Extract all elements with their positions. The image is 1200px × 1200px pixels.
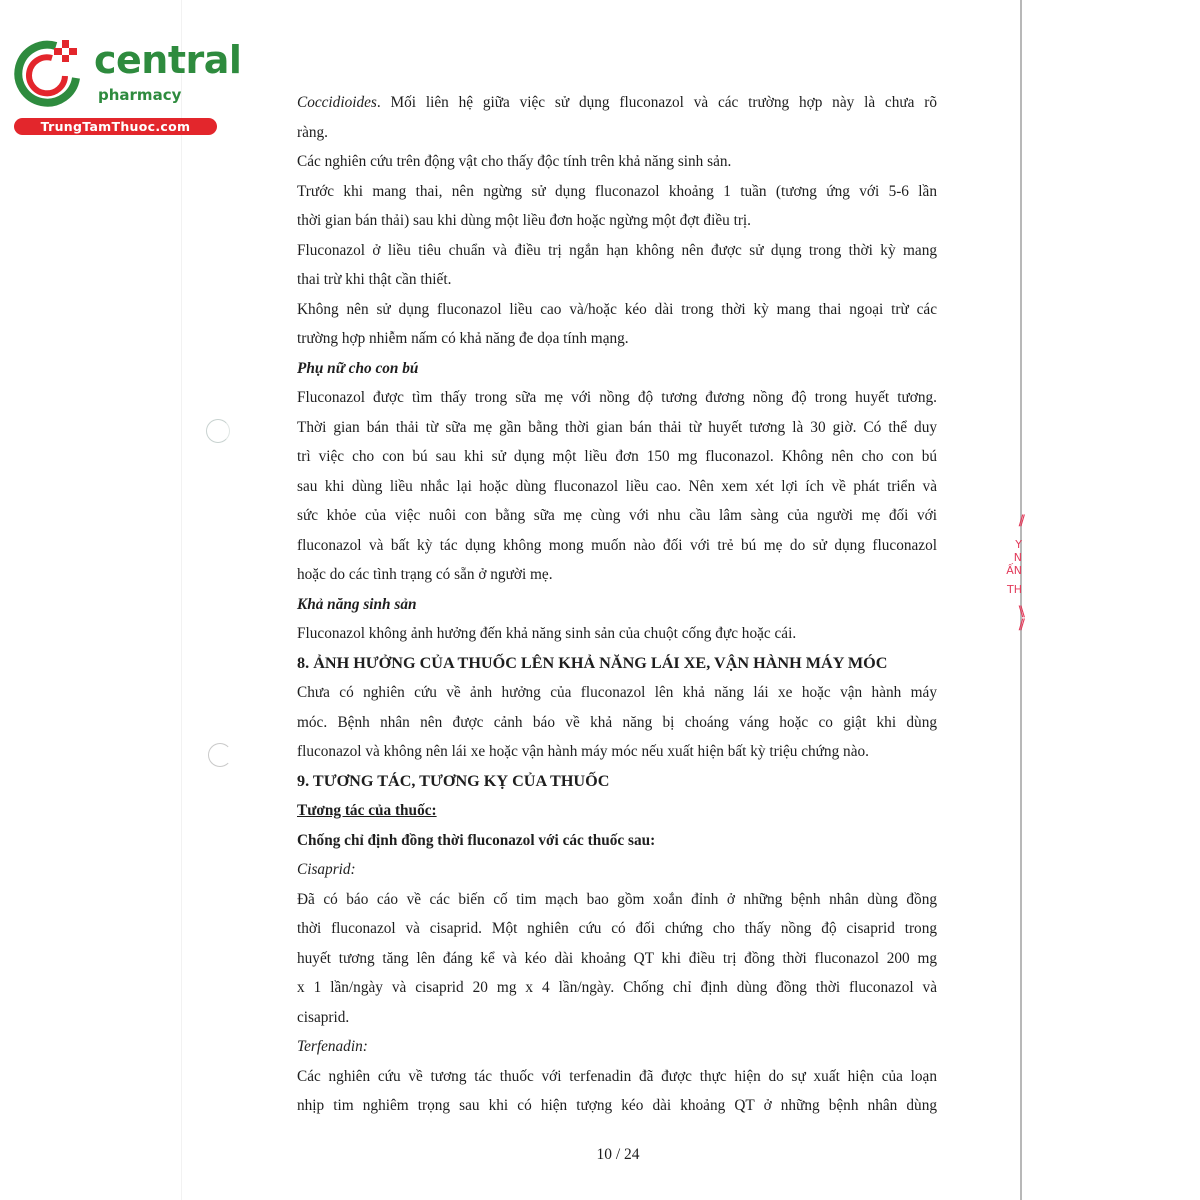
text-run: . Mối liên hệ giữa việc sử dụng fluconazol và các trường hợp này là chưa rõ	[376, 94, 937, 111]
subheading-underlined: nhịp tim nghiêm trọng sau khi có hiện tượng kéo dài khoảng QT ở những bệnh nhân dùng	[297, 1097, 937, 1114]
stamp-text: TH	[1007, 583, 1022, 596]
body-text-line: trường hợp nhiễm nấm có khả năng đe dọa tính mạng.	[297, 330, 629, 347]
stamp-text: N	[1013, 551, 1022, 564]
logo-sub-text: pharmacy	[98, 86, 182, 104]
drug-name-heading: Cisaprid:	[297, 861, 356, 878]
logo-website-badge: TrungTamThuoc.com	[14, 118, 217, 135]
document-body	[297, 88, 937, 1121]
punch-hole-bottom	[208, 743, 232, 767]
section-heading: 9. TƯƠNG TÁC, TƯƠNG KỴ CỦA THUỐC	[297, 771, 610, 790]
subheading-underlined: Không nên sử dụng fluconazol liều cao và/hoặc kéo dài trong thời kỳ mang thai ngoại trừ các	[297, 300, 937, 318]
body-text-line: ràng.	[297, 123, 329, 141]
body-text-line: hoặc do các tình trạng có sẵn ở người mẹ.	[297, 566, 553, 583]
stamp-text: Y	[1015, 538, 1022, 551]
body-text-line: fluconazol và không nên lái xe hoặc vận hành máy móc nếu xuất hiện bất kỳ triệu chứng nào.	[297, 743, 869, 760]
bold-subheading: Chống chỉ định đồng thời fluconazol với các thuốc sau:	[297, 831, 656, 849]
body-text-line: Fluconazol không ảnh hưởng đến khả năng sinh sản của chuột cống đực hoặc cái.	[297, 625, 797, 642]
page-left-edge	[181, 0, 182, 1200]
body-text-line: thai trừ khi thật cần thiết.	[297, 271, 452, 288]
red-stamp-fragment	[1000, 515, 1022, 665]
subheading-underlined: Tương tác của thuốc:	[297, 802, 437, 819]
subheading-underlined: Đã có báo cáo về các biến cố tim mạch bao gồm xoắn đỉnh ở những bệnh nhân dùng đồng	[297, 890, 937, 908]
body-text-line: cisaprid.	[297, 1008, 350, 1026]
subheading-underlined: Fluconazol được tìm thấy trong sữa mẹ với nồng độ tương đương nồng độ trong huyết tương.	[297, 389, 937, 406]
stamp-mark: \\	[1018, 604, 1022, 620]
stamp-text: ẤN	[1006, 564, 1022, 577]
subheading-underlined: x 1 lần/ngày và cisaprid 20 mg x 4 lần/ngày. Chống chỉ định dùng đồng thời fluconazol và	[297, 979, 937, 996]
page-number: 10 / 24	[596, 1146, 640, 1163]
pharmacy-cross-icon	[12, 38, 82, 108]
subheading-underlined: Trước khi mang thai, nên ngừng sử dụng fluconazol khoảng 1 tuần (tương ứng với 5-6 lần	[297, 182, 937, 200]
stamp-mark: //	[1018, 617, 1022, 633]
subheading-underlined: trì việc cho con bú sau khi sử dụng một liều đơn 150 mg fluconazol. Không nên cho con bú	[297, 448, 937, 465]
body-text-line: Các nghiên cứu trên động vật cho thấy độc tính trên khả năng sinh sản.	[297, 153, 732, 170]
subheading-underlined: Thời gian bán thải từ sữa mẹ gần bằng thời gian bán thải từ huyết tương là 30 giờ. Có thể duy	[297, 418, 937, 436]
subsection-heading: Khả năng sinh sản	[297, 595, 417, 613]
subheading-underlined: sau khi dùng liều nhắc lại hoặc dùng fluconazol liều cao. Nên xem xét lợi ích về phát triển và	[297, 477, 937, 495]
subheading-underlined: huyết tương tăng lên đáng kể và kéo dài khoảng QT khi điều trị đồng thời fluconazol 200 mg	[297, 949, 937, 967]
subheading-underlined	[297, 88, 937, 118]
body-text-line: thời gian bán thải) sau khi dùng một liều đơn hoặc ngừng một đợt điều trị.	[297, 212, 752, 229]
subheading-underlined: Các nghiên cứu về tương tác thuốc với terfenadin đã được thực hiện do sự xuất hiện của loạn	[297, 1067, 937, 1085]
subheading-underlined: Chưa có nghiên cứu về ảnh hưởng của fluconazol lên khả năng lái xe hoặc vận hành máy	[297, 684, 937, 701]
stamp-mark: //	[1018, 513, 1022, 529]
section-heading: 8. ẢNH HƯỞNG CỦA THUỐC LÊN KHẢ NĂNG LÁI XE, VẬN HÀNH MÁY MÓC	[297, 653, 888, 672]
subheading-underlined: thời fluconazol và cisaprid. Một nghiên cứu có đối chứng cho thấy nồng độ cisaprid trong	[297, 920, 937, 937]
subheading-underlined: fluconazol và bất kỳ tác dụng không mong muốn nào đối với trẻ bú mẹ do sử dụng fluconazol	[297, 536, 937, 554]
text-run: Coccidioides	[297, 94, 377, 111]
logo-brand-text: central	[94, 38, 242, 82]
subheading-underlined: sức khỏe của việc nuôi con bằng sữa mẹ cùng với nhu cầu lâm sàng của người mẹ đối với	[297, 507, 937, 524]
subsection-heading: Phụ nữ cho con bú	[297, 359, 419, 377]
punch-hole-top	[206, 419, 230, 443]
central-pharmacy-logo	[8, 36, 242, 136]
drug-name-heading: Terfenadin:	[297, 1038, 368, 1055]
subheading-underlined: móc. Bệnh nhân nên được cảnh báo về khả năng bị choáng váng hoặc co giật khi dùng	[297, 713, 937, 731]
subheading-underlined: Fluconazol ở liều tiêu chuẩn và điều trị ngắn hạn không nên được sử dụng trong thời kỳ mang	[297, 241, 937, 259]
